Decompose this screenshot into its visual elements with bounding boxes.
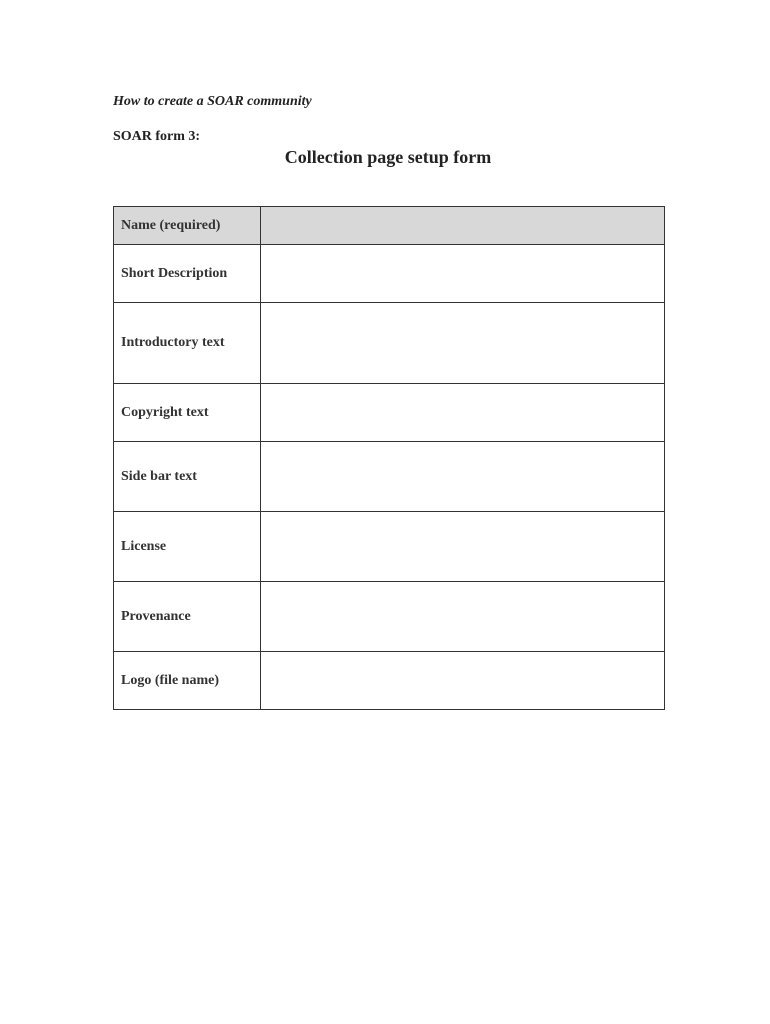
setup-form-table <box>113 206 665 710</box>
field-label-side-bar-text: Side bar text <box>114 442 261 512</box>
field-label-provenance: Provenance <box>114 582 261 652</box>
field-value-introductory-text[interactable] <box>261 303 665 384</box>
field-label-short-description: Short Description <box>114 245 261 303</box>
table-row-copyright-text <box>114 384 665 442</box>
field-label-name: Name (required) <box>114 207 261 245</box>
guide-title: How to create a SOAR community <box>113 94 312 109</box>
table-row-short-description <box>114 245 665 303</box>
field-label-copyright-text: Copyright text <box>114 384 261 442</box>
field-value-logo[interactable] <box>261 652 665 710</box>
field-value-copyright-text[interactable] <box>261 384 665 442</box>
field-value-license[interactable] <box>261 512 665 582</box>
table-row-side-bar-text <box>114 442 665 512</box>
table-row-name <box>114 207 665 245</box>
field-label-license: License <box>114 512 261 582</box>
field-value-short-description[interactable] <box>261 245 665 303</box>
field-label-introductory-text: Introductory text <box>114 303 261 384</box>
form-label: SOAR form 3: <box>113 129 201 144</box>
table-row-license <box>114 512 665 582</box>
table-row-logo <box>114 652 665 710</box>
table-row-provenance <box>114 582 665 652</box>
form-title: Collection page setup form <box>284 147 492 167</box>
field-value-side-bar-text[interactable] <box>261 442 665 512</box>
field-label-logo: Logo (file name) <box>114 652 261 710</box>
table-row-introductory-text <box>114 303 665 384</box>
field-value-name[interactable] <box>261 207 665 245</box>
field-value-provenance[interactable] <box>261 582 665 652</box>
